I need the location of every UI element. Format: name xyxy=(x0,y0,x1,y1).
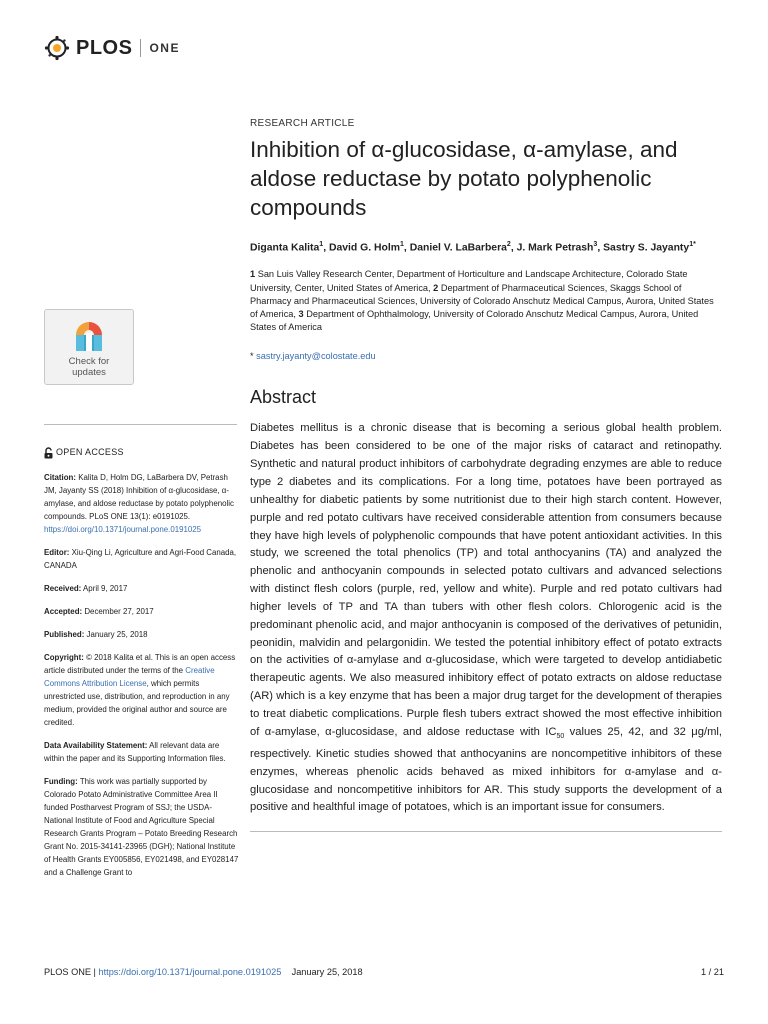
email-link[interactable]: sastry.jayanty@colostate.edu xyxy=(256,351,376,362)
corresponding-email: * sastry.jayanty@colostate.edu xyxy=(250,351,376,362)
open-access-label: OPEN ACCESS xyxy=(44,446,240,459)
author: J. Mark Petrash xyxy=(516,242,594,254)
crossmark-icon xyxy=(74,320,104,354)
page-number: 1 / 21 xyxy=(701,967,724,977)
footer-doi-link[interactable]: https://doi.org/10.1371/journal.pone.0191025 xyxy=(98,967,282,977)
brand-name: PLOS xyxy=(76,36,133,59)
citation-doi-link[interactable]: https://doi.org/10.1371/journal.pone.0191025 xyxy=(44,525,202,534)
abstract-text: Diabetes mellitus is a chronic disease that is becoming a serious global health problem. Diabetes has been considered to be one of the major risks of cataract and retinopathy. Synthetic and natural product inhibitors of carbohydrate degrading enzymes are able to reduce type 2 diabetes and its complications. For a long time, potatoes have been portrayed as unhealthy for diabetic patients by some nutritionist due to their high starch content. However, purple and red potato cultivars have received considerable attention from consumers because they have high levels of polyphenolic compounds that have potent antioxidant activities. In this study, we screened the total phenolics (TP) and total anthocyanins (TA) and analyzed the phenolic and anthocyanin compounds in selected potato cultivars and advanced selections with distinct flesh colors (purple, red, yellow and white). Purple and red potato cultivars had higher levels of TP and TA than tubers with other flesh colors. Chlorogenic acid is the predominant phenolic acid, and major anthocyanin is composed of the derivatives of petunidin, peonidin, malvidin and pelargonidin. We tested the potential inhibitory effect of potato extracts on the activities of α-amylase and α-glucosidase, which were targeted to develop antidiabetic therapeutic agents. We also measured inhibitory effect of potato extracts on aldose reductase (AR) which is a key enzyme that has been a major drug target for the development of therapies to treat diabetic complications. Purple flesh tubers extract showed the most effective inhibition of α-amylase, α-glucosidase, and aldose reductase with $IC_{50}$ values 25, 42, and 32 μg/ml, respectively. Kinetic studies showed that anthocyanins are noncompetitive inhibitors of these enzymes, whereas phenolic acids behaved as mixed inhibitors for α-amylase and α-glucosidase and noncompetitive inhibitors for AR. This study supports the development of a positive and healthful image of potatoes, which is an important issue for consumers. xyxy=(250,422,722,814)
accepted-date: Accepted: December 27, 2017 xyxy=(44,607,154,616)
open-lock-icon xyxy=(44,447,53,459)
article-title: Inhibition of α-glucosidase, α-amylase, and aldose reductase by potato polyphenolic compounds xyxy=(250,137,678,220)
citation-block: Citation: Kalita D, Holm DG, LaBarbera DV, Petrash JM, Jayanty SS (2018) Inhibition of α-glucosidase, α-amylase, and aldose reductase by potato polyphenolic compounds. PLoS ONE 13(1): e0191025. https://doi.org/10.1371/journal.pone.0191025 xyxy=(44,473,234,534)
funding-block: Funding: This work was partially supported by Colorado Potato Administrative Committee Area II funded Postharvest Program of SSJ; the USDA-National Institute of Food and Agriculture Special Research Grants Program – Potato Breeding Research Grant No. 2015-34141-23965 (DGH); National Institute of Health Grants EY005856, EY021498, and EY028147 and a Challenge Grant to xyxy=(44,777,239,877)
published-date: Published: January 25, 2018 xyxy=(44,630,148,639)
page-footer xyxy=(44,967,724,977)
footer-journal: PLOS ONE | xyxy=(44,967,96,977)
article-main xyxy=(250,118,722,832)
author: Sastry S. Jayanty xyxy=(603,242,690,254)
author: Diganta Kalita xyxy=(250,242,320,254)
sidebar-divider xyxy=(44,424,237,425)
cc-license-link[interactable]: Creative Commons Attribution License xyxy=(44,666,215,688)
journal-name: ONE xyxy=(149,41,180,55)
footer-date: January 25, 2018 xyxy=(291,967,363,977)
affiliations: 1 San Luis Valley Research Center, Department of Horticulture and Landscape Architecture, Colorado State University, Center, United States of America, 2 Department of Pharmaceutical Sciences, Skaggs School of Pharmacy and Pharmaceutical Sciences, University of Colorado Anschutz Medical Campus, Aurora, United States of America, 3 Department of Ophthalmology, University of Colorado Anschutz Medical Campus, Aurora, United States of America xyxy=(250,269,714,333)
check-for-updates-label: Check for updates xyxy=(68,356,110,378)
author: Daniel V. LaBarbera xyxy=(409,242,507,254)
plos-one-logo xyxy=(44,33,180,63)
author: David G. Holm xyxy=(328,242,400,254)
author-list: Diganta Kalita$^1$, David G. Holm$^1$, Daniel V. LaBarbera$^2$, J. Mark Petrash$^3$, Sastry S. Jayanty$^{1*}$ xyxy=(250,241,696,254)
received-date: Received: April 9, 2017 xyxy=(44,584,128,593)
editor-block: Editor: Xiu-Qing Li, Agriculture and Agri-Food Canada, CANADA xyxy=(44,548,237,570)
article-type-label: RESEARCH ARTICLE xyxy=(250,118,355,129)
abstract-heading: Abstract xyxy=(250,387,317,408)
plos-logo-icon xyxy=(44,35,70,61)
article-sidebar xyxy=(44,446,240,889)
logo-divider xyxy=(140,39,141,57)
data-availability-block: Data Availability Statement: All relevant data are within the paper and its Supporting Information files. xyxy=(44,741,226,763)
check-for-updates-badge[interactable] xyxy=(44,309,134,385)
copyright-block: Copyright: © 2018 Kalita et al. This is an open access article distributed under the terms of the Creative Commons Attribution License, which permits unrestricted use, distribution, and reproduction in any medium, provided the original author and source are credited. xyxy=(44,653,236,727)
abstract-divider xyxy=(250,831,722,832)
